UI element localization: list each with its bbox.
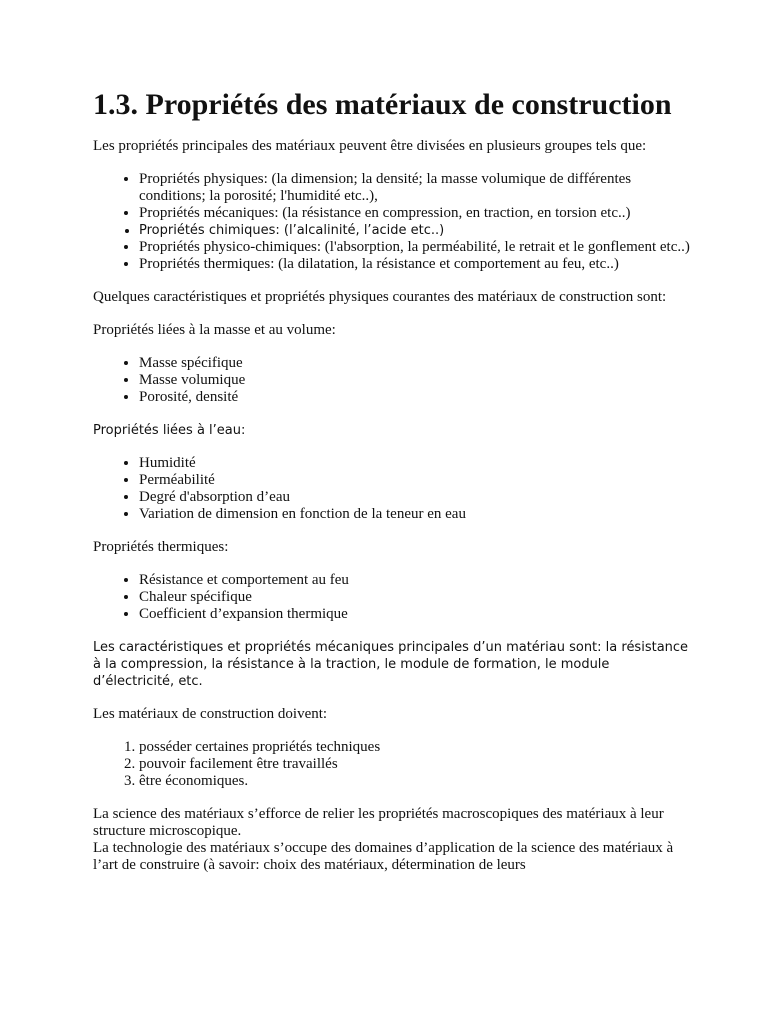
property-groups-list: [93, 171, 693, 273]
water-heading: Propriétés liées à l’eau:: [93, 423, 246, 438]
physical-intro-paragraph: Quelques caractéristiques et propriétés physiques courantes des matériaux de construction sont:: [93, 289, 667, 305]
list-item: • Propriétés chimiques: (l’alcalinité, l’acide etc..): [139, 222, 693, 239]
list-item: • Masse spécifique: [139, 355, 693, 372]
science-paragraph: La science des matériaux s’efforce de relier les propriétés macroscopiques des matériaux à leur structure microscopique.: [93, 806, 664, 839]
document-page: [93, 88, 693, 890]
list-item: • Propriétés thermiques: (la dilatation, la résistance et comportement au feu, etc..): [139, 256, 693, 273]
technology-paragraph: La technologie des matériaux s’occupe des domaines d’application de la science des matériaux à l’art de construire (à savoir: choix des matériaux, détermination de leurs: [93, 840, 674, 873]
water-properties-list: [93, 455, 693, 523]
list-item: • Résistance et comportement au feu: [139, 572, 693, 589]
requirements-heading: Les matériaux de construction doivent:: [93, 706, 328, 722]
list-item: • Degré d'absorption d’eau: [139, 489, 693, 506]
list-item: • Chaleur spécifique: [139, 589, 693, 606]
intro-paragraph: Les propriétés principales des matériaux peuvent être divisées en plusieurs groupes tels que:: [93, 138, 647, 154]
thermal-heading: Propriétés thermiques:: [93, 539, 229, 555]
mass-properties-list: [93, 355, 693, 406]
list-item: • Masse volumique: [139, 372, 693, 389]
list-item: • Propriétés physico-chimiques: (l'absorption, la perméabilité, le retrait et le gonflement etc..): [139, 239, 693, 256]
list-item: • Humidité: [139, 455, 693, 472]
list-item: • Propriétés physiques: (la dimension; la densité; la masse volumique de différentes conditions; la porosité; l'humidité etc..),: [139, 171, 693, 205]
list-item: 1. posséder certaines propriétés techniques: [139, 739, 693, 756]
mechanical-paragraph: Les caractéristiques et propriétés mécaniques principales d’un matériau sont: la résistance à la compression, la résistance à la traction, le module de formation, le module d’électricité, etc.: [93, 640, 689, 689]
list-item: 2. pouvoir facilement être travaillés: [139, 756, 693, 773]
list-item: 3. être économiques.: [139, 773, 693, 790]
list-item: • Perméabilité: [139, 472, 693, 489]
list-item: • Variation de dimension en fonction de la teneur en eau: [139, 506, 693, 523]
thermal-properties-list: [93, 572, 693, 623]
list-item: • Porosité, densité: [139, 389, 693, 406]
list-item: • Coefficient d’expansion thermique: [139, 606, 693, 623]
list-item: • Propriétés mécaniques: (la résistance en compression, en traction, en torsion etc..): [139, 205, 693, 222]
page-title: 1.3. Propriétés des matériaux de construction: [93, 88, 672, 121]
requirements-list: [93, 739, 693, 790]
mass-heading: Propriétés liées à la masse et au volume:: [93, 322, 336, 338]
